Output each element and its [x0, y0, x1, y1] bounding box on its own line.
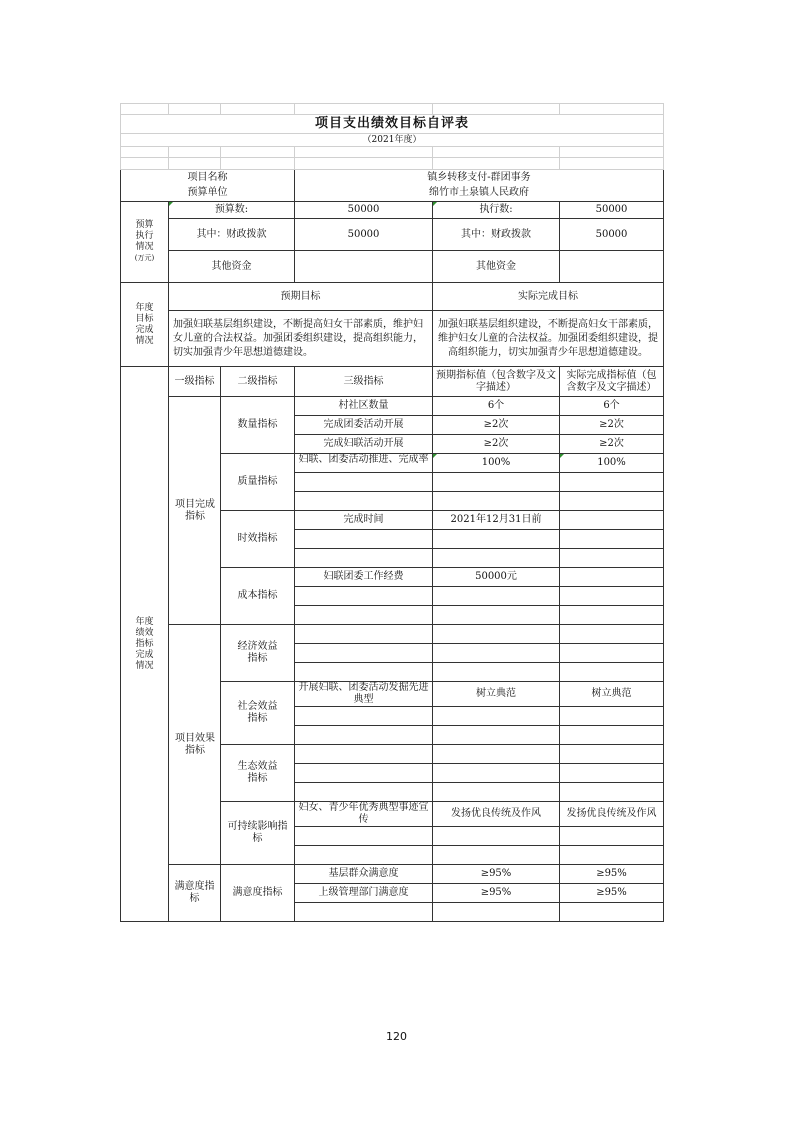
performance-label — [121, 367, 169, 922]
other-funds-budget — [295, 251, 433, 283]
ecological-indicator-label — [221, 745, 295, 802]
effect-indicator-label — [169, 625, 221, 865]
table-row-name: 村社区数量 — [295, 397, 433, 416]
cost-indicator-label: 成本指标 — [221, 568, 295, 625]
time-indicator-label: 时效指标 — [221, 511, 295, 568]
budget-unit-value: 绵竹市土泉镇人民政府 — [295, 186, 664, 202]
other-funds-exec — [560, 251, 664, 283]
ecological-indicator-text: 生态效益指标 — [237, 761, 278, 784]
sustain-indicator-label — [221, 802, 295, 865]
col-expected-header: 预期指标值（包含数字及文字描述） — [433, 367, 560, 397]
table-row-actual: 发扬优良传统及作风 — [560, 802, 664, 827]
completion-indicator-text: 项目完成指标 — [175, 498, 215, 522]
economic-indicator-text: 经济效益指标 — [237, 641, 278, 664]
table-row-actual: 树立典范 — [560, 682, 664, 707]
project-name-value: 镇乡转移支付-群团事务 — [295, 170, 664, 186]
table-row-name: 开展妇联、团委活动发掘先进典型 — [295, 682, 433, 707]
budget-section-label-main: 预算执行情况 — [135, 220, 154, 252]
table-row-actual: 6个 — [560, 397, 664, 416]
table-row-name: 上级管理部门满意度 — [295, 884, 433, 903]
table-year: （2021年度） — [121, 134, 664, 147]
table-row-actual — [560, 511, 664, 530]
table-row-name: 完成团委活动开展 — [295, 416, 433, 435]
budget-unit-label: 预算单位 — [121, 186, 295, 202]
table-row-name: 基层群众满意度 — [295, 865, 433, 884]
col-level1-header: 一级指标 — [169, 367, 221, 397]
exec-label: 执行数: — [433, 202, 560, 219]
table-row-expected: ≥95% — [433, 865, 560, 884]
table-row-actual: 100% — [560, 454, 664, 473]
social-indicator-text: 社会效益指标 — [237, 701, 278, 724]
table-row-expected: 100% — [433, 454, 560, 473]
exec-value: 50000 — [560, 202, 664, 219]
table-row-expected: 50000元 — [433, 568, 560, 587]
sustain-indicator-text: 可持续影响指标 — [227, 821, 288, 844]
table-row-actual: ≥2次 — [560, 416, 664, 435]
table-row-name: 妇联、团委活动推进、完成率 — [295, 454, 433, 473]
economic-indicator-label — [221, 625, 295, 682]
table-row-actual: ≥2次 — [560, 435, 664, 454]
table-row-expected: 2021年12月31日前 — [433, 511, 560, 530]
col-level3-header: 三级指标 — [295, 367, 433, 397]
effect-indicator-text: 项目效果指标 — [175, 732, 215, 756]
budget-label: 预算数: — [169, 202, 295, 219]
other-funds-label: 其他资金 — [169, 251, 295, 283]
evaluation-table — [120, 103, 664, 922]
table-row-name: 完成妇联活动开展 — [295, 435, 433, 454]
table-title: 项目支出绩效目标自评表 — [121, 115, 664, 134]
fiscal-exec-label: 其中：财政拨款 — [433, 219, 560, 251]
table-row-expected: 6个 — [433, 397, 560, 416]
budget-section-label-unit: (万元) — [134, 254, 155, 262]
table-row-name: 妇联团委工作经费 — [295, 568, 433, 587]
fiscal-budget-value: 50000 — [295, 219, 433, 251]
performance-label-text: 年度绩效指标完成情况 — [135, 616, 154, 671]
actual-goal-text: 加强妇联基层组织建设，不断提高妇女干部素质，维护妇女儿童的合法权益。加强团委组织建设，提高组织能力，切实加强青少年思想道德建设。 — [433, 311, 664, 367]
table-row-expected: ≥2次 — [433, 416, 560, 435]
evaluation-sheet — [120, 103, 663, 922]
fiscal-label: 其中：财政拨款 — [169, 219, 295, 251]
budget-section-label — [121, 202, 169, 283]
quality-indicator-label: 质量指标 — [221, 454, 295, 511]
satisfaction-sub-label: 满意度指标 — [221, 865, 295, 922]
col-level2-header: 二级指标 — [221, 367, 295, 397]
table-row-expected: 发扬优良传统及作风 — [433, 802, 560, 827]
table-row-actual: ≥95% — [560, 865, 664, 884]
table-row-expected: ≥95% — [433, 884, 560, 903]
fiscal-exec-value: 50000 — [560, 219, 664, 251]
table-row-expected: ≥2次 — [433, 435, 560, 454]
table-row-actual — [560, 568, 664, 587]
table-row-name: 完成时间 — [295, 511, 433, 530]
social-indicator-label — [221, 682, 295, 745]
spacer-cell — [121, 104, 169, 115]
project-name-label: 项目名称 — [121, 170, 295, 186]
expected-goal-header: 预期目标 — [169, 283, 433, 311]
annual-goal-label — [121, 283, 169, 367]
completion-indicator-label — [169, 397, 221, 625]
satisfaction-indicator-label — [169, 865, 221, 922]
budget-value: 50000 — [295, 202, 433, 219]
table-row-expected: 树立典范 — [433, 682, 560, 707]
table-row-name: 妇女、青少年优秀典型事迹宣传 — [295, 802, 433, 827]
page-number: 120 — [386, 1030, 407, 1043]
col-actual-header: 实际完成指标值（包含数字及文字描述） — [560, 367, 664, 397]
other-funds-exec-label: 其他资金 — [433, 251, 560, 283]
quantity-indicator-label: 数量指标 — [221, 397, 295, 454]
satisfaction-indicator-text: 满意度指标 — [174, 881, 215, 904]
annual-goal-label-text: 年度目标完成情况 — [135, 302, 154, 346]
expected-goal-text: 加强妇联基层组织建设，不断提高妇女干部素质，维护妇女儿童的合法权益。加强团委组织建设，提高组织能力，切实加强青少年思想道德建设。 — [169, 311, 433, 367]
table-row-actual: ≥95% — [560, 884, 664, 903]
actual-goal-header: 实际完成目标 — [433, 283, 664, 311]
